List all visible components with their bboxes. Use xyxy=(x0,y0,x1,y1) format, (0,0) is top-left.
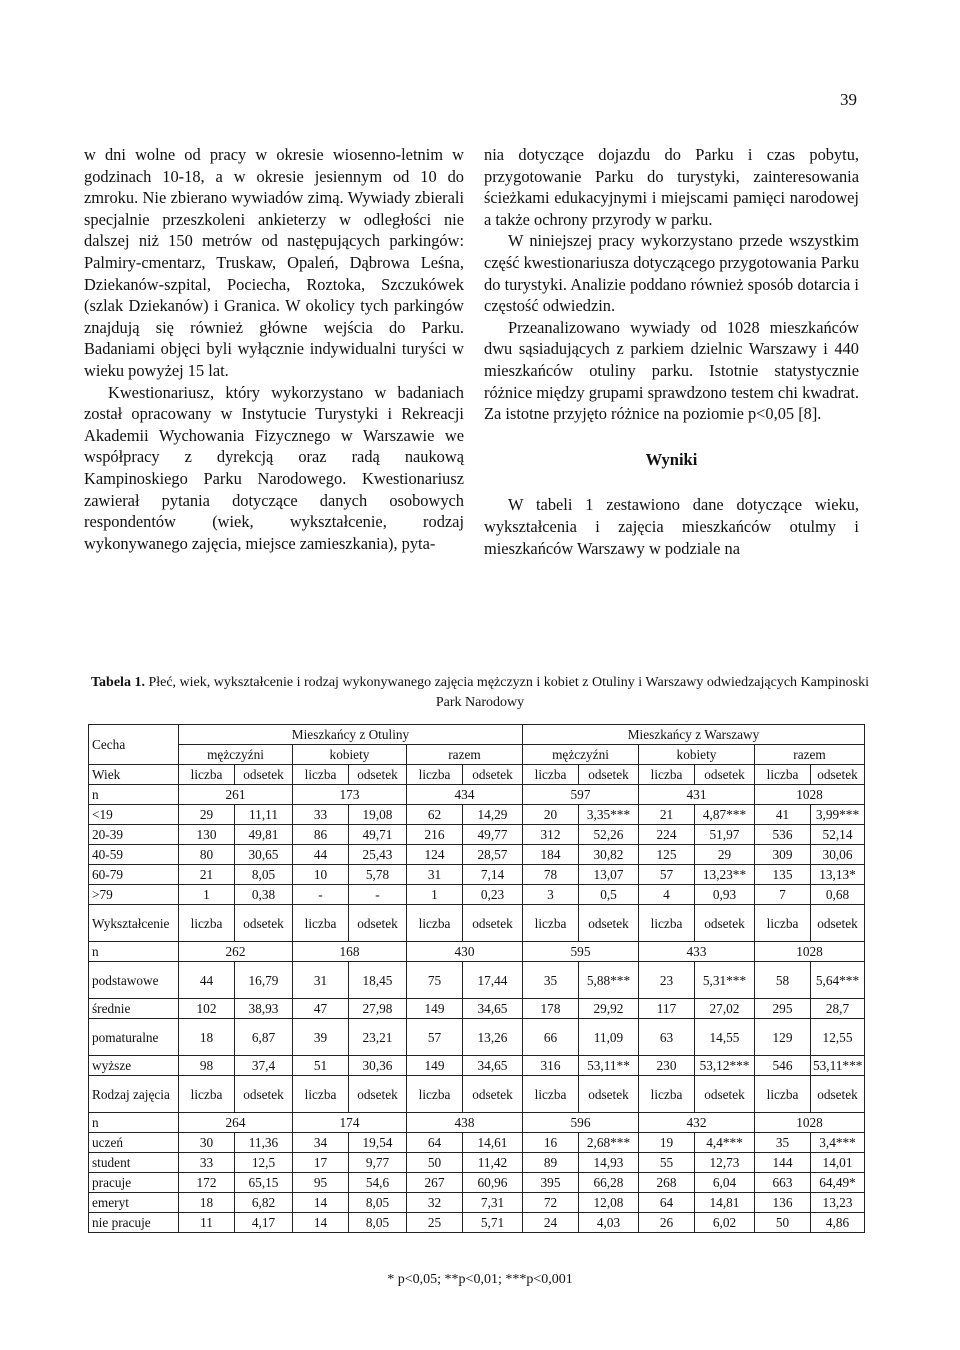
table-cell: odsetek xyxy=(579,905,639,942)
table-cell: 11,09 xyxy=(579,1019,639,1056)
table-cell: 64 xyxy=(639,1193,695,1213)
table-cell: 29 xyxy=(179,805,235,825)
table-cell: 4,4*** xyxy=(695,1133,755,1153)
count-cell: 168 xyxy=(293,942,407,962)
table-cell: 136 xyxy=(755,1193,811,1213)
table-cell: 29 xyxy=(695,845,755,865)
table-cell: 19,54 xyxy=(349,1133,407,1153)
paragraph: W tabeli 1 zestawiono dane dotyczące wieku, wykształcenia i zajęcia mieszkańców otulmy i mieszkańców Warszawy w podziale na xyxy=(484,495,859,558)
group-header: Mieszkańcy z Warszawy xyxy=(523,725,865,745)
table-row xyxy=(89,1113,865,1133)
table-cell: 16,79 xyxy=(235,962,293,999)
table-cell: 33 xyxy=(293,805,349,825)
table-cell: 102 xyxy=(179,999,235,1019)
table-cell: 16 xyxy=(523,1133,579,1153)
count-cell: 264 xyxy=(179,1113,293,1133)
table-cell: 25 xyxy=(407,1213,463,1233)
row-label: pracuje xyxy=(89,1173,179,1193)
subgroup-header: mężczyźni xyxy=(523,745,639,765)
row-label: <19 xyxy=(89,805,179,825)
table-cell: 89 xyxy=(523,1153,579,1173)
group-header: Mieszkańcy z Otuliny xyxy=(179,725,523,745)
table-row xyxy=(89,1213,865,1233)
table-cell: 7 xyxy=(755,885,811,905)
table-cell: odsetek xyxy=(235,905,293,942)
row-label: 60-79 xyxy=(89,865,179,885)
table-cell: 309 xyxy=(755,845,811,865)
table-cell: 130 xyxy=(179,825,235,845)
table-cell: 14 xyxy=(293,1193,349,1213)
table-cell: 8,05 xyxy=(349,1193,407,1213)
table-cell: 44 xyxy=(179,962,235,999)
table-cell: liczba xyxy=(407,1076,463,1113)
table-cell: 27,02 xyxy=(695,999,755,1019)
table-row xyxy=(89,1019,865,1056)
table-cell: 13,07 xyxy=(579,865,639,885)
table-cell: 6,87 xyxy=(235,1019,293,1056)
row-label: n xyxy=(89,942,179,962)
table-cell: 27,98 xyxy=(349,999,407,1019)
table-cell: 14 xyxy=(293,1213,349,1233)
row-label: student xyxy=(89,1153,179,1173)
table-cell: 34,65 xyxy=(463,1056,523,1076)
count-cell: 430 xyxy=(407,942,523,962)
table-cell: 57 xyxy=(639,865,695,885)
table-cell: odsetek xyxy=(811,765,865,785)
table-cell: 34,65 xyxy=(463,999,523,1019)
table-cell: liczba xyxy=(407,765,463,785)
table-cell: 4,86 xyxy=(811,1213,865,1233)
table-cell: 60,96 xyxy=(463,1173,523,1193)
table-cell: 53,11** xyxy=(579,1056,639,1076)
table-row xyxy=(89,962,865,999)
table-cell: 11,36 xyxy=(235,1133,293,1153)
table-row xyxy=(89,1153,865,1173)
table-cell: 546 xyxy=(755,1056,811,1076)
table-row xyxy=(89,865,865,885)
table-cell: 149 xyxy=(407,1056,463,1076)
subgroup-header: kobiety xyxy=(293,745,407,765)
table-cell: liczba xyxy=(755,765,811,785)
paragraph: nia dotyczące dojazdu do Parku i czas pobytu, przygotowanie Parku do turystyki, zainteresowania ścieżkami edukacyjnymi i miejscami pamięci narodowej a także ochrony przyrody w parku. xyxy=(484,145,859,229)
table-cell: 135 xyxy=(755,865,811,885)
table-row xyxy=(89,825,865,845)
table-cell: 23,21 xyxy=(349,1019,407,1056)
paragraph: W niniejszej pracy wykorzystano przede wszystkim część kwestionariusza dotyczącego przygotowania Parku do turystyki. Analizie poddano również sposób dotarcia i częstość odwiedzin. xyxy=(484,231,860,316)
table-cell: 28,7 xyxy=(811,999,865,1019)
table-cell: liczba xyxy=(179,1076,235,1113)
table-cell: 5,31*** xyxy=(695,962,755,999)
row-label: emeryt xyxy=(89,1193,179,1213)
table-cell: 51,97 xyxy=(695,825,755,845)
table-cell: 11,11 xyxy=(235,805,293,825)
table-cell: 31 xyxy=(293,962,349,999)
table-col-header: Cecha xyxy=(89,725,179,765)
table-cell: liczba xyxy=(293,765,349,785)
table-cell: 5,78 xyxy=(349,865,407,885)
table-cell: 4,03 xyxy=(579,1213,639,1233)
left-column xyxy=(84,144,464,554)
row-label: Wykształcenie xyxy=(89,905,179,942)
table-row xyxy=(89,785,865,805)
table-row xyxy=(89,1173,865,1193)
row-label: wyższe xyxy=(89,1056,179,1076)
table-cell: 395 xyxy=(523,1173,579,1193)
table-cell: 29,92 xyxy=(579,999,639,1019)
table-cell: 98 xyxy=(179,1056,235,1076)
table-cell: 6,02 xyxy=(695,1213,755,1233)
table-cell: 14,61 xyxy=(463,1133,523,1153)
table-cell: 31 xyxy=(407,865,463,885)
table-caption xyxy=(90,673,870,713)
table-cell: 13,23 xyxy=(811,1193,865,1213)
table-cell: 24 xyxy=(523,1213,579,1233)
table-header-row xyxy=(89,725,865,745)
table-cell: odsetek xyxy=(349,905,407,942)
count-cell: 261 xyxy=(179,785,293,805)
table-cell: 178 xyxy=(523,999,579,1019)
table-cell: odsetek xyxy=(349,765,407,785)
table-cell: 63 xyxy=(639,1019,695,1056)
row-label: podstawowe xyxy=(89,962,179,999)
table-cell: odsetek xyxy=(235,765,293,785)
row-label: n xyxy=(89,1113,179,1133)
table-cell: 4,87*** xyxy=(695,805,755,825)
count-cell: 1028 xyxy=(755,942,865,962)
table-cell: 49,77 xyxy=(463,825,523,845)
table-cell: 7,31 xyxy=(463,1193,523,1213)
table-row xyxy=(89,1056,865,1076)
table-cell: 39 xyxy=(293,1019,349,1056)
table-cell: 35 xyxy=(523,962,579,999)
table-cell: 14,93 xyxy=(579,1153,639,1173)
table-cell: 4,17 xyxy=(235,1213,293,1233)
table-cell: 0,68 xyxy=(811,885,865,905)
paragraph: Kwestionariusz, który wykorzystano w badaniach został opracowany w Instytucie Turystyki i Rekreacji Akademii Wychowania Fizycznego w Warszawie we współpracy z dyrekcją oraz radą naukową Kampinoskiego Parku Narodowego. Kwestionariusz zawierał pytania dotyczące danych osobowych respondentów (wiek, wykształcenie, rodzaj wykonywanego zajęcia, miejsce zamieszkania), pyta- xyxy=(84,382,464,553)
table-row xyxy=(89,942,865,962)
table-cell: 28,57 xyxy=(463,845,523,865)
table-cell: 12,55 xyxy=(811,1019,865,1056)
table-cell: liczba xyxy=(293,1076,349,1113)
table-cell: 50 xyxy=(407,1153,463,1173)
table-cell: 117 xyxy=(639,999,695,1019)
row-label: pomaturalne xyxy=(89,1019,179,1056)
table-cell: liczba xyxy=(407,905,463,942)
count-cell: 597 xyxy=(523,785,639,805)
table-cell: 37,4 xyxy=(235,1056,293,1076)
table-cell: liczba xyxy=(293,905,349,942)
table-cell: 44 xyxy=(293,845,349,865)
table-cell: 78 xyxy=(523,865,579,885)
table-cell: odsetek xyxy=(695,1076,755,1113)
table-cell: 4 xyxy=(639,885,695,905)
table-cell: 149 xyxy=(407,999,463,1019)
table-cell: 18 xyxy=(179,1019,235,1056)
table-footnote: * p<0,05; **p<0,01; ***p<0,001 xyxy=(387,1272,573,1287)
table-cell: 13,26 xyxy=(463,1019,523,1056)
table-cell: 5,88*** xyxy=(579,962,639,999)
table-cell: 6,82 xyxy=(235,1193,293,1213)
table-cell: odsetek xyxy=(695,765,755,785)
table-cell: odsetek xyxy=(463,905,523,942)
table-cell: 268 xyxy=(639,1173,695,1193)
table-cell: - xyxy=(349,885,407,905)
page-number: 39 xyxy=(840,90,857,109)
table-cell: 267 xyxy=(407,1173,463,1193)
table-cell: 18 xyxy=(179,1193,235,1213)
count-cell: 1028 xyxy=(755,785,865,805)
table-cell: 5,71 xyxy=(463,1213,523,1233)
count-cell: 174 xyxy=(293,1113,407,1133)
table-cell: 64,49* xyxy=(811,1173,865,1193)
table-cell: 184 xyxy=(523,845,579,865)
count-cell: 595 xyxy=(523,942,639,962)
table-cell: 35 xyxy=(755,1133,811,1153)
table-cell: 33 xyxy=(179,1153,235,1173)
table-cell: liczba xyxy=(523,765,579,785)
table-cell: liczba xyxy=(179,765,235,785)
table-cell: 41 xyxy=(755,805,811,825)
table-cell: 47 xyxy=(293,999,349,1019)
table-cell: liczba xyxy=(523,1076,579,1113)
count-cell: 431 xyxy=(639,785,755,805)
table-cell: 95 xyxy=(293,1173,349,1193)
table-row xyxy=(89,765,865,785)
table-cell: 18,45 xyxy=(349,962,407,999)
count-cell: 596 xyxy=(523,1113,639,1133)
table-cell: 0,23 xyxy=(463,885,523,905)
table-cell: 51 xyxy=(293,1056,349,1076)
count-cell: 438 xyxy=(407,1113,523,1133)
table-cell: 23 xyxy=(639,962,695,999)
table-cell: 50 xyxy=(755,1213,811,1233)
table-cell: 55 xyxy=(639,1153,695,1173)
table-cell: 52,14 xyxy=(811,825,865,845)
table-cell: liczba xyxy=(523,905,579,942)
section-heading: Wyniki xyxy=(645,449,698,469)
table-cell: odsetek xyxy=(695,905,755,942)
table-cell: 65,15 xyxy=(235,1173,293,1193)
table-row xyxy=(89,845,865,865)
table-row xyxy=(89,905,865,942)
table-cell: liczba xyxy=(639,1076,695,1113)
table-cell: 1 xyxy=(179,885,235,905)
table-cell: odsetek xyxy=(463,765,523,785)
count-cell: 434 xyxy=(407,785,523,805)
count-cell: 432 xyxy=(639,1113,755,1133)
table-cell: 295 xyxy=(755,999,811,1019)
table-caption-label: Tabela 1. xyxy=(91,675,145,690)
table-subheader-row xyxy=(89,745,865,765)
row-label: średnie xyxy=(89,999,179,1019)
table-cell: 57 xyxy=(407,1019,463,1056)
table-cell: 7,14 xyxy=(463,865,523,885)
table-cell: 14,29 xyxy=(463,805,523,825)
table-cell: odsetek xyxy=(811,905,865,942)
table-cell: 66,28 xyxy=(579,1173,639,1193)
table-cell: 3,35*** xyxy=(579,805,639,825)
row-label: uczeń xyxy=(89,1133,179,1153)
table-cell: 8,05 xyxy=(235,865,293,885)
table-cell: 124 xyxy=(407,845,463,865)
table-cell: 12,73 xyxy=(695,1153,755,1173)
row-label: Wiek xyxy=(89,765,179,785)
table-cell: 30,65 xyxy=(235,845,293,865)
table-cell: 3 xyxy=(523,885,579,905)
table-cell: liczba xyxy=(639,905,695,942)
table-cell: liczba xyxy=(755,905,811,942)
table-cell: 30,36 xyxy=(349,1056,407,1076)
table-cell: 2,68*** xyxy=(579,1133,639,1153)
table-cell: 129 xyxy=(755,1019,811,1056)
table-cell: 13,13* xyxy=(811,865,865,885)
row-label: 20-39 xyxy=(89,825,179,845)
table-cell: 12,5 xyxy=(235,1153,293,1173)
table-row xyxy=(89,805,865,825)
paragraph: Przeanalizowano wywiady od 1028 mieszkańców dwu sąsiadujących z parkiem dzielnic Warszawy i 440 mieszkańców otuliny parku. Istotnie statystycznie różnice między grupami sprawdzono testem chi kwadrat. Za istotne przyjęto różnice na poziomie p<0,05 [8]. xyxy=(484,317,859,424)
table-cell: 8,05 xyxy=(349,1213,407,1233)
table-cell: 9,77 xyxy=(349,1153,407,1173)
row-label: >79 xyxy=(89,885,179,905)
table-cell: 58 xyxy=(755,962,811,999)
table-cell: odsetek xyxy=(579,765,639,785)
table-cell: liczba xyxy=(755,1076,811,1113)
table-cell: 21 xyxy=(639,805,695,825)
table-cell: 19,08 xyxy=(349,805,407,825)
row-label: nie pracuje xyxy=(89,1213,179,1233)
table-cell: 11 xyxy=(179,1213,235,1233)
table-cell: 14,01 xyxy=(811,1153,865,1173)
table-cell: 0,93 xyxy=(695,885,755,905)
table-cell: 10 xyxy=(293,865,349,885)
table-cell: odsetek xyxy=(579,1076,639,1113)
table-cell: 49,81 xyxy=(235,825,293,845)
table-cell: 54,6 xyxy=(349,1173,407,1193)
table-cell: odsetek xyxy=(235,1076,293,1113)
table-cell: odsetek xyxy=(349,1076,407,1113)
table-cell: 0,5 xyxy=(579,885,639,905)
count-cell: 262 xyxy=(179,942,293,962)
table-cell: 172 xyxy=(179,1173,235,1193)
subgroup-header: razem xyxy=(407,745,523,765)
table-cell: 30,82 xyxy=(579,845,639,865)
table-cell: 34 xyxy=(293,1133,349,1153)
table-cell: 53,12*** xyxy=(695,1056,755,1076)
table-cell: 64 xyxy=(407,1133,463,1153)
table-row xyxy=(89,1076,865,1113)
right-column xyxy=(484,144,859,559)
count-cell: 433 xyxy=(639,942,755,962)
paragraph: w dni wolne od pracy w okresie wiosenno-letnim w godzinach 10-18, a w okresie jesiennym od 10 do zmroku. Nie zbierano wywiadów zimą. Wywiady zbierali specjalnie przeszkoleni ankieterzy w odległości nie dalszej niż 150 metrów od następujących parkingów: Palmiry-cmentarz, Truskaw, Opaleń, Dąbrowa Leśna, Dziekanów-szpital, Pociecha, Roztoka, Szczukówek (szlak Dziekanów) i Granica. W okolicy tych parkingów znajdują się również główne wejścia do Parku. Badaniami objęci byli wyłącznie indywidualni turyści w wieku powyżej 15 lat. xyxy=(84,145,464,380)
table-cell: 3,4*** xyxy=(811,1133,865,1153)
table-cell: 6,04 xyxy=(695,1173,755,1193)
table-cell: - xyxy=(293,885,349,905)
table-cell: 17 xyxy=(293,1153,349,1173)
table-row xyxy=(89,999,865,1019)
table-cell: 49,71 xyxy=(349,825,407,845)
table-cell: odsetek xyxy=(811,1076,865,1113)
row-label: 40-59 xyxy=(89,845,179,865)
count-cell: 1028 xyxy=(755,1113,865,1133)
table-cell: 80 xyxy=(179,845,235,865)
table-cell: 25,43 xyxy=(349,845,407,865)
table-cell: 316 xyxy=(523,1056,579,1076)
table-cell: 53,11*** xyxy=(811,1056,865,1076)
table-cell: 75 xyxy=(407,962,463,999)
table-caption-text: Płeć, wiek, wykształcenie i rodzaj wykonywanego zajęcia mężczyzn i kobiet z Otuliny i Warszawy odwiedzających Kampinoski Park Narodowy xyxy=(148,675,869,710)
table-cell: 11,42 xyxy=(463,1153,523,1173)
table-cell: 3,99*** xyxy=(811,805,865,825)
table-cell: 663 xyxy=(755,1173,811,1193)
row-label: n xyxy=(89,785,179,805)
table-cell: 224 xyxy=(639,825,695,845)
table-row xyxy=(89,1193,865,1213)
table-cell: odsetek xyxy=(463,1076,523,1113)
table-cell: 72 xyxy=(523,1193,579,1213)
table-cell: 1 xyxy=(407,885,463,905)
table-cell: 52,26 xyxy=(579,825,639,845)
subgroup-header: mężczyźni xyxy=(179,745,293,765)
table-cell: 125 xyxy=(639,845,695,865)
table-cell: 20 xyxy=(523,805,579,825)
table-cell: 14,81 xyxy=(695,1193,755,1213)
data-table xyxy=(88,724,865,1233)
table-cell: 0,38 xyxy=(235,885,293,905)
table-row xyxy=(89,885,865,905)
table-cell: 62 xyxy=(407,805,463,825)
table-cell: 230 xyxy=(639,1056,695,1076)
table-cell: 26 xyxy=(639,1213,695,1233)
table-cell: liczba xyxy=(179,905,235,942)
table-cell: 14,55 xyxy=(695,1019,755,1056)
table-cell: 312 xyxy=(523,825,579,845)
table-cell: 30,06 xyxy=(811,845,865,865)
table-cell: 216 xyxy=(407,825,463,845)
table-cell: 21 xyxy=(179,865,235,885)
table-cell: 38,93 xyxy=(235,999,293,1019)
table-cell: 17,44 xyxy=(463,962,523,999)
table-cell: 12,08 xyxy=(579,1193,639,1213)
table-cell: 30 xyxy=(179,1133,235,1153)
table-cell: 144 xyxy=(755,1153,811,1173)
table-cell: 536 xyxy=(755,825,811,845)
count-cell: 173 xyxy=(293,785,407,805)
table-row xyxy=(89,1133,865,1153)
table-cell: 13,23** xyxy=(695,865,755,885)
subgroup-header: razem xyxy=(755,745,865,765)
row-label: Rodzaj zajęcia xyxy=(89,1076,179,1113)
table-cell: 5,64*** xyxy=(811,962,865,999)
subgroup-header: kobiety xyxy=(639,745,755,765)
table-cell: 86 xyxy=(293,825,349,845)
table-cell: 66 xyxy=(523,1019,579,1056)
table-cell: 32 xyxy=(407,1193,463,1213)
table-cell: 19 xyxy=(639,1133,695,1153)
table-cell: liczba xyxy=(639,765,695,785)
